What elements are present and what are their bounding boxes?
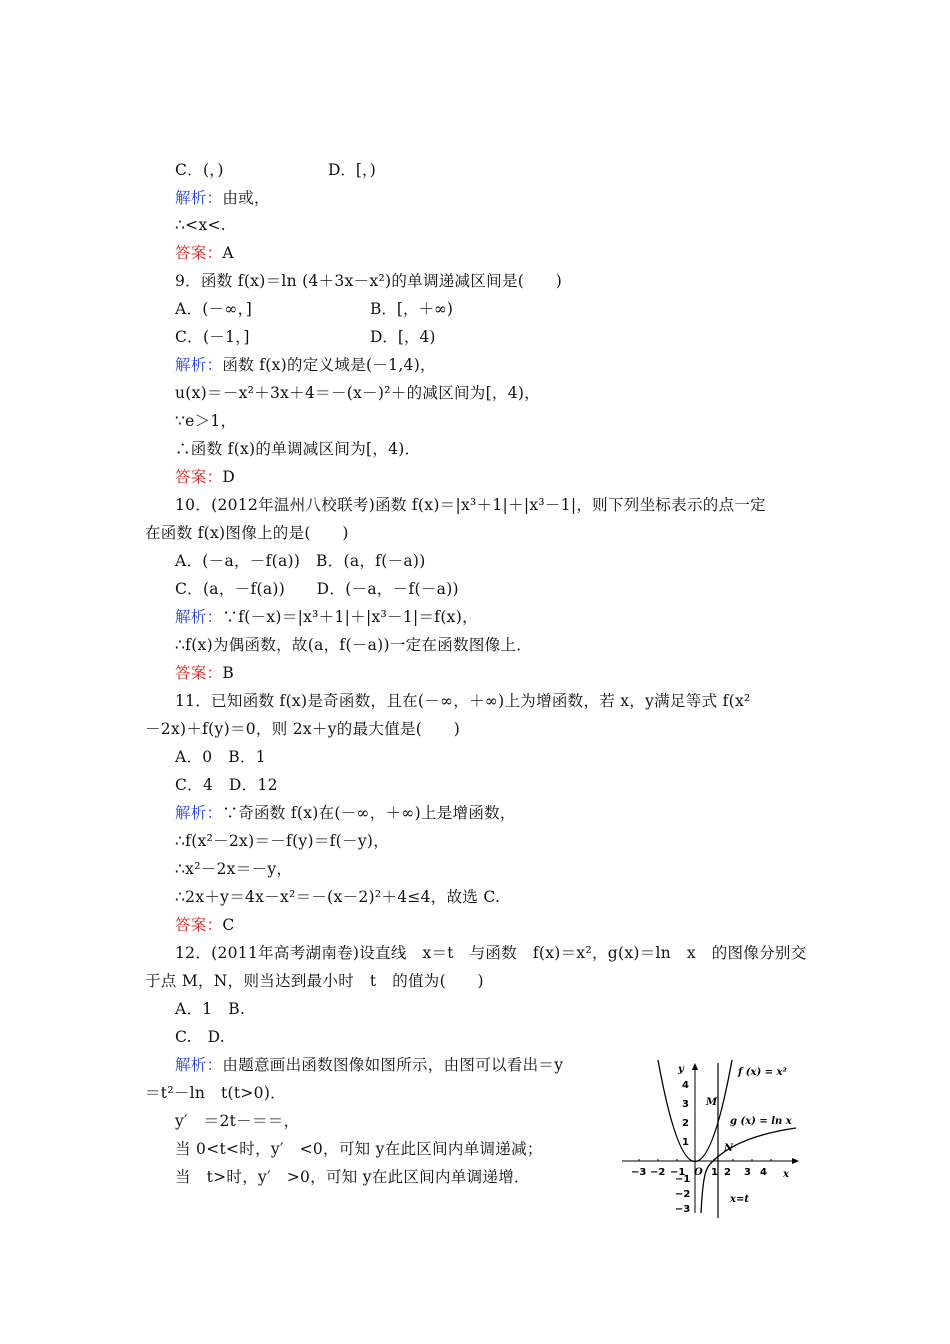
text-line [145,971,484,991]
text-line [175,775,278,795]
text-line [175,299,252,319]
y-axis-label: y [678,1064,684,1075]
line-text: 由或， [222,189,270,207]
text-line [175,999,245,1019]
line-text: 函数 f(x)的定义域是(－1,4)， [222,356,436,374]
text-line [175,243,234,263]
point-N-label: N [724,1143,734,1154]
f-curve-label: f (x) = x² [738,1067,787,1078]
line-text: C．(a，－f(a)) D．(－a，－f(－a)) [175,580,459,598]
option-text: D．[，) [328,161,376,179]
x-tick-label: −1 [670,1167,686,1178]
line-text: 在函数 f(x)图像上的是( ) [145,524,349,542]
line-text: u(x)＝－x²＋3x＋4＝－(x－)²＋的减区间为[，4)， [175,384,541,402]
x-tick-label: 4 [760,1167,767,1178]
line-text: 12．(2011年高考湖南卷)设直线 x＝t 与函数 f(x)＝x²，g(x)＝ln x 的图像分别交 [175,944,807,962]
line-text: ∴2x＋y＝4x－x²＝－(x－2)²＋4≤4，故选 C. [175,888,501,906]
line-text: A．0 B．1 [175,748,266,766]
y-tick-label: 1 [682,1137,689,1148]
x-tick-label: 1 [711,1167,718,1178]
text-line [175,943,807,963]
line-text: 由题意画出函数图像如图所示，由图可以看出＝y [222,1056,564,1074]
text-line [175,579,459,599]
text-line [175,188,270,208]
line-text: ∴x²－2x＝－y， [175,860,293,878]
line-text: B [222,664,235,682]
line-text: 当 t>时，y′ >0，可知 y在此区间内单调递增． [175,1168,530,1186]
x-tick-label: 2 [724,1167,731,1178]
point-M-label: M [706,1097,718,1108]
line-text: 当 0<t<时，y′ <0，可知 y在此区间内单调递减； [175,1140,543,1158]
text-line [175,383,540,403]
line-text: ∵f(－x)＝|x³＋1|＋|x³－1|＝f(x)， [222,608,478,626]
text-line [175,747,266,767]
analysis-label: 解析： [175,608,223,626]
line-text: ∴函数 f(x)的单调减区间为[，4)． [175,440,421,458]
g-curve-label: g (x) = ln x [730,1116,792,1127]
line-text: ∴f(x)为偶函数，故(a，f(－a))一定在函数图像上． [175,636,533,654]
analysis-label: 解析： [175,804,223,822]
line-text: ∴f(x²－2x)＝－f(y)＝f(－y)， [175,832,390,850]
analysis-label: 解析： [175,189,223,207]
text-line [175,467,235,487]
text-line [175,1167,530,1187]
y-tick-label: −1 [675,1174,691,1185]
option-text: D．[，4) [370,328,436,346]
line-text: A．(－a，－f(a)) B．(a，f(－a)) [175,552,426,570]
line-text: ∵奇函数 f(x)在(－∞，＋∞)上是增函数， [222,804,516,822]
x-tick-label: −2 [650,1167,666,1178]
x-tick-label: −3 [631,1167,647,1178]
line-text: C．(－1，] [175,328,250,346]
line-text: 11．已知函数 f(x)是奇函数，且在(－∞，＋∞)上为增函数，若 x，y满足等式 f(x² [175,692,751,710]
y-tick-label: −3 [675,1204,691,1215]
answer-label: 答案： [175,916,223,934]
text-line [175,663,234,683]
analysis-label: 解析： [175,1056,223,1074]
text-line [175,439,420,459]
text-line [175,859,292,879]
x-axis-label: x [783,1169,789,1180]
line-text: 10．(2012年温州八校联考)函数 f(x)＝|x³＋1|＋|x³－1|，则下列坐标表示的点一定 [175,496,766,514]
text-line [175,1055,563,1075]
line-text: 9．函数 f(x)＝ln (4＋3x－x²)的单调递减区间是( ) [175,272,563,290]
function-graph [620,1058,820,1218]
text-line [175,411,236,431]
text-line [175,355,436,375]
text-line [175,1027,225,1047]
origin-label: O [694,1167,703,1178]
line-text: C. D. [175,1028,226,1046]
x-tick-label: 3 [744,1167,751,1178]
text-line [145,719,460,739]
text-line [175,635,532,655]
text-line [175,803,516,823]
line-text: ∴<x<. [175,216,227,234]
line-text: ＝t²－ln t(t>0)． [145,1084,286,1102]
text-line [145,523,349,543]
y-axis-arrow [692,1063,698,1070]
text-line [175,915,235,935]
y-tick-label: −2 [675,1189,691,1200]
text-line [175,607,478,627]
text-line [145,1083,286,1103]
line-text: 于点 M，N，则当达到最小时 t 的值为( ) [145,972,484,990]
line-text: ∵e＞1， [175,412,237,430]
text-line [175,215,226,235]
line-text: A [222,244,234,262]
text-line [175,831,389,851]
analysis-label: 解析： [175,356,223,374]
text-line [175,1139,543,1159]
x-axis-arrow [792,1158,799,1164]
y-tick-label: 2 [682,1118,689,1129]
text-line [175,551,426,571]
line-text: A．1 B. [175,1000,246,1018]
line-text: C [222,916,235,934]
text-line [175,327,250,347]
answer-label: 答案： [175,244,223,262]
text-line [175,271,562,291]
y-tick-label: 4 [682,1080,689,1091]
line-text: D [222,468,236,486]
text-line [175,1111,299,1131]
line-text: C．4 D．12 [175,776,278,794]
line-text: －2x)＋f(y)＝0，则 2x＋y的最大值是( ) [145,720,461,738]
answer-label: 答案： [175,468,223,486]
text-line [175,495,766,515]
line-text: A．(－∞，] [175,300,253,318]
text-line [175,160,224,180]
y-tick-label: 3 [682,1099,689,1110]
option-text: B．[，＋∞) [370,300,453,318]
x-equals-t-label: x=t [730,1194,749,1205]
answer-label: 答案： [175,664,223,682]
text-line [175,691,751,711]
line-text: C．(，) [175,161,224,179]
text-line [175,887,500,907]
line-text: y′ ＝2t－＝＝， [175,1112,300,1130]
